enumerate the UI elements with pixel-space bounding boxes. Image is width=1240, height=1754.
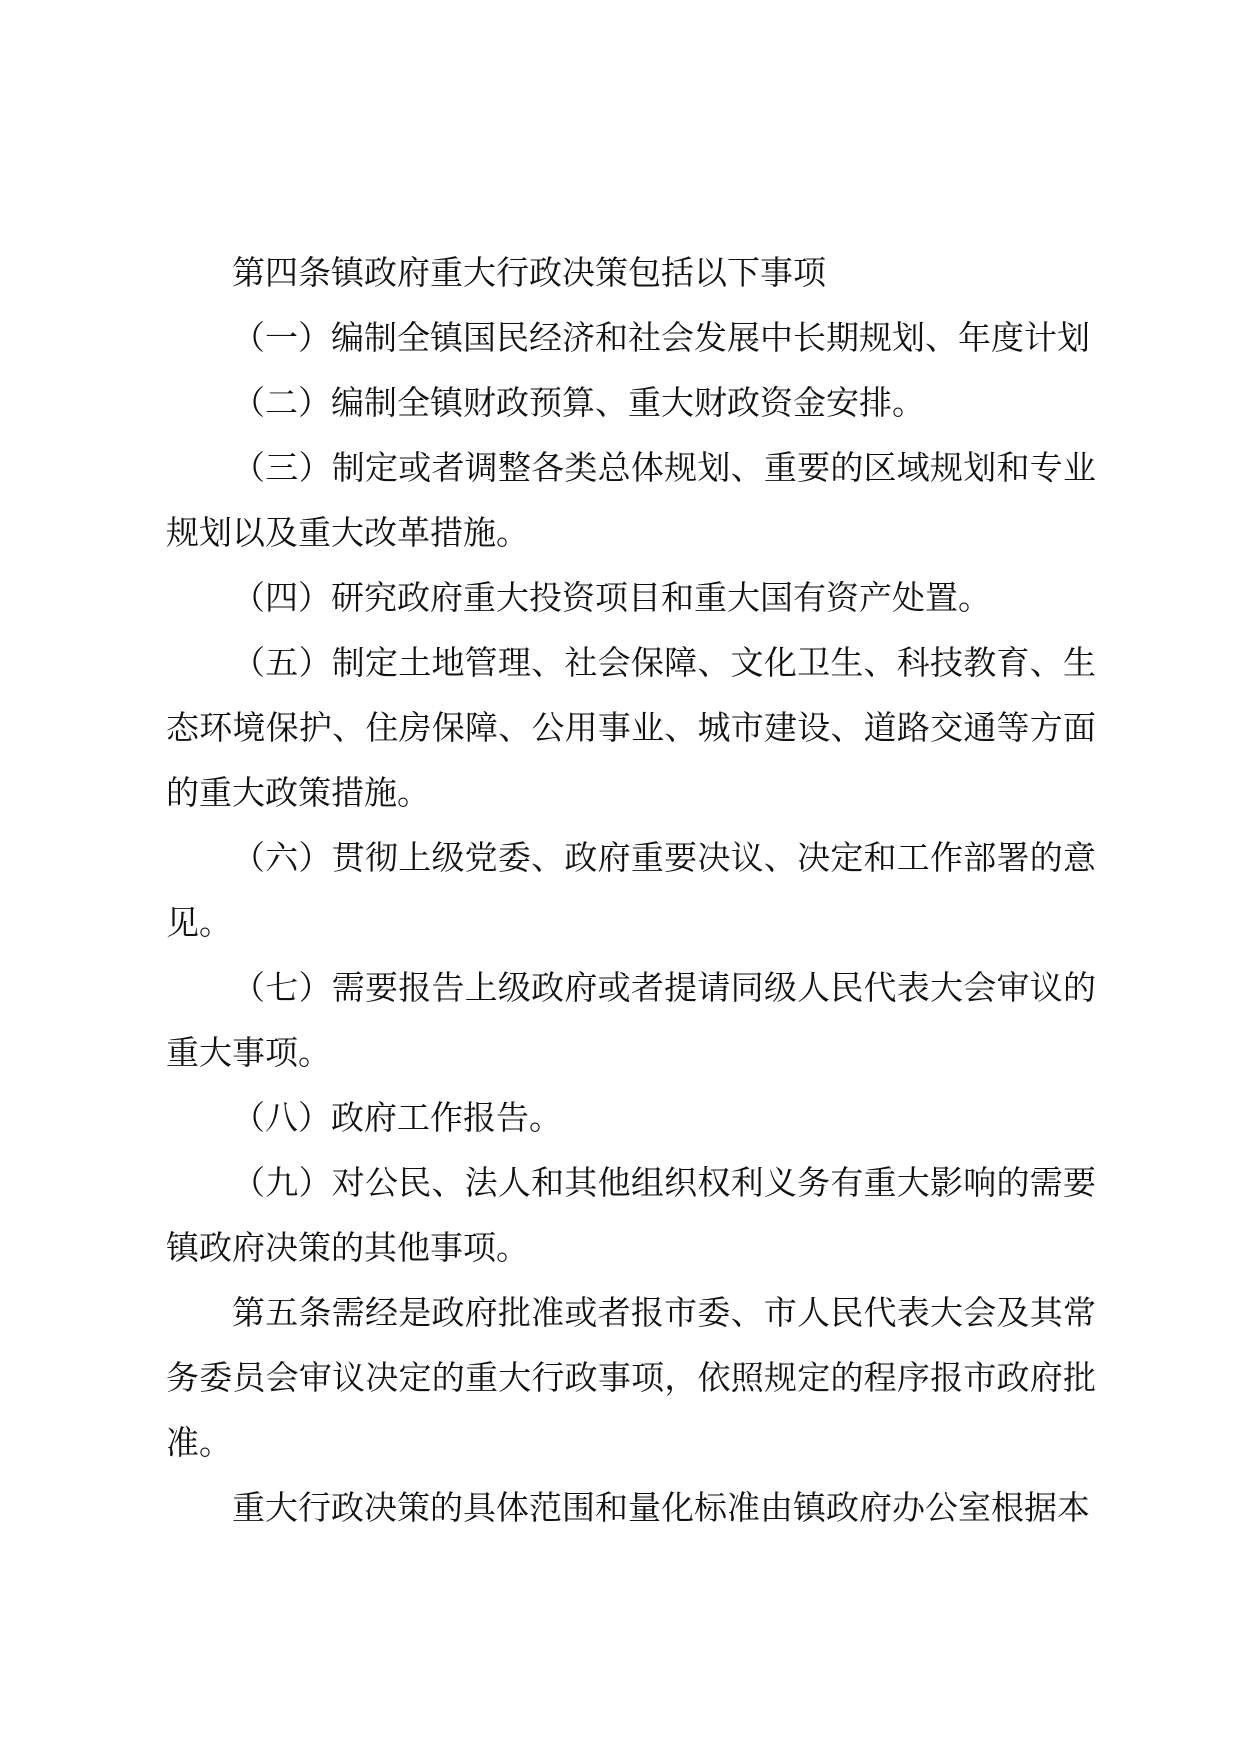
item-6: （六）贯彻上级党委、政府重要决议、决定和工作部署的意见。 xyxy=(166,838,1096,942)
item-1: （一）编制全镇国民经济和社会发展中长期规划、年度计划 xyxy=(232,318,1090,357)
item-7: （七）需要报告上级政府或者提请同级人民代表大会审议的重大事项。 xyxy=(166,968,1096,1072)
document-body xyxy=(166,240,1096,1540)
item-2: （二）编制全镇财政预算、重大财政资金安排。 xyxy=(232,383,925,422)
scope-paragraph: 重大行政决策的具体范围和量化标准由镇政府办公室根据本 xyxy=(232,1488,1090,1527)
item-3: （三）制定或者调整各类总体规划、重要的区域规划和专业规划以及重大改革措施。 xyxy=(166,448,1096,552)
article-4-heading: 第四条镇政府重大行政决策包括以下事项 xyxy=(232,253,826,292)
item-5: （五）制定土地管理、社会保障、文化卫生、科技教育、生态环境保护、住房保障、公用事业、城市建设、道路交通等方面的重大政策措施。 xyxy=(166,643,1096,812)
article-5: 第五条需经是政府批准或者报市委、市人民代表大会及其常务委员会审议决定的重大行政事项，依照规定的程序报市政府批准。 xyxy=(166,1293,1096,1462)
item-8: （八）政府工作报告。 xyxy=(232,1098,562,1137)
item-9: （九）对公民、法人和其他组织权利义务有重大影响的需要镇政府决策的其他事项。 xyxy=(166,1163,1096,1267)
item-4: （四）研究政府重大投资项目和重大国有资产处置。 xyxy=(232,578,991,617)
